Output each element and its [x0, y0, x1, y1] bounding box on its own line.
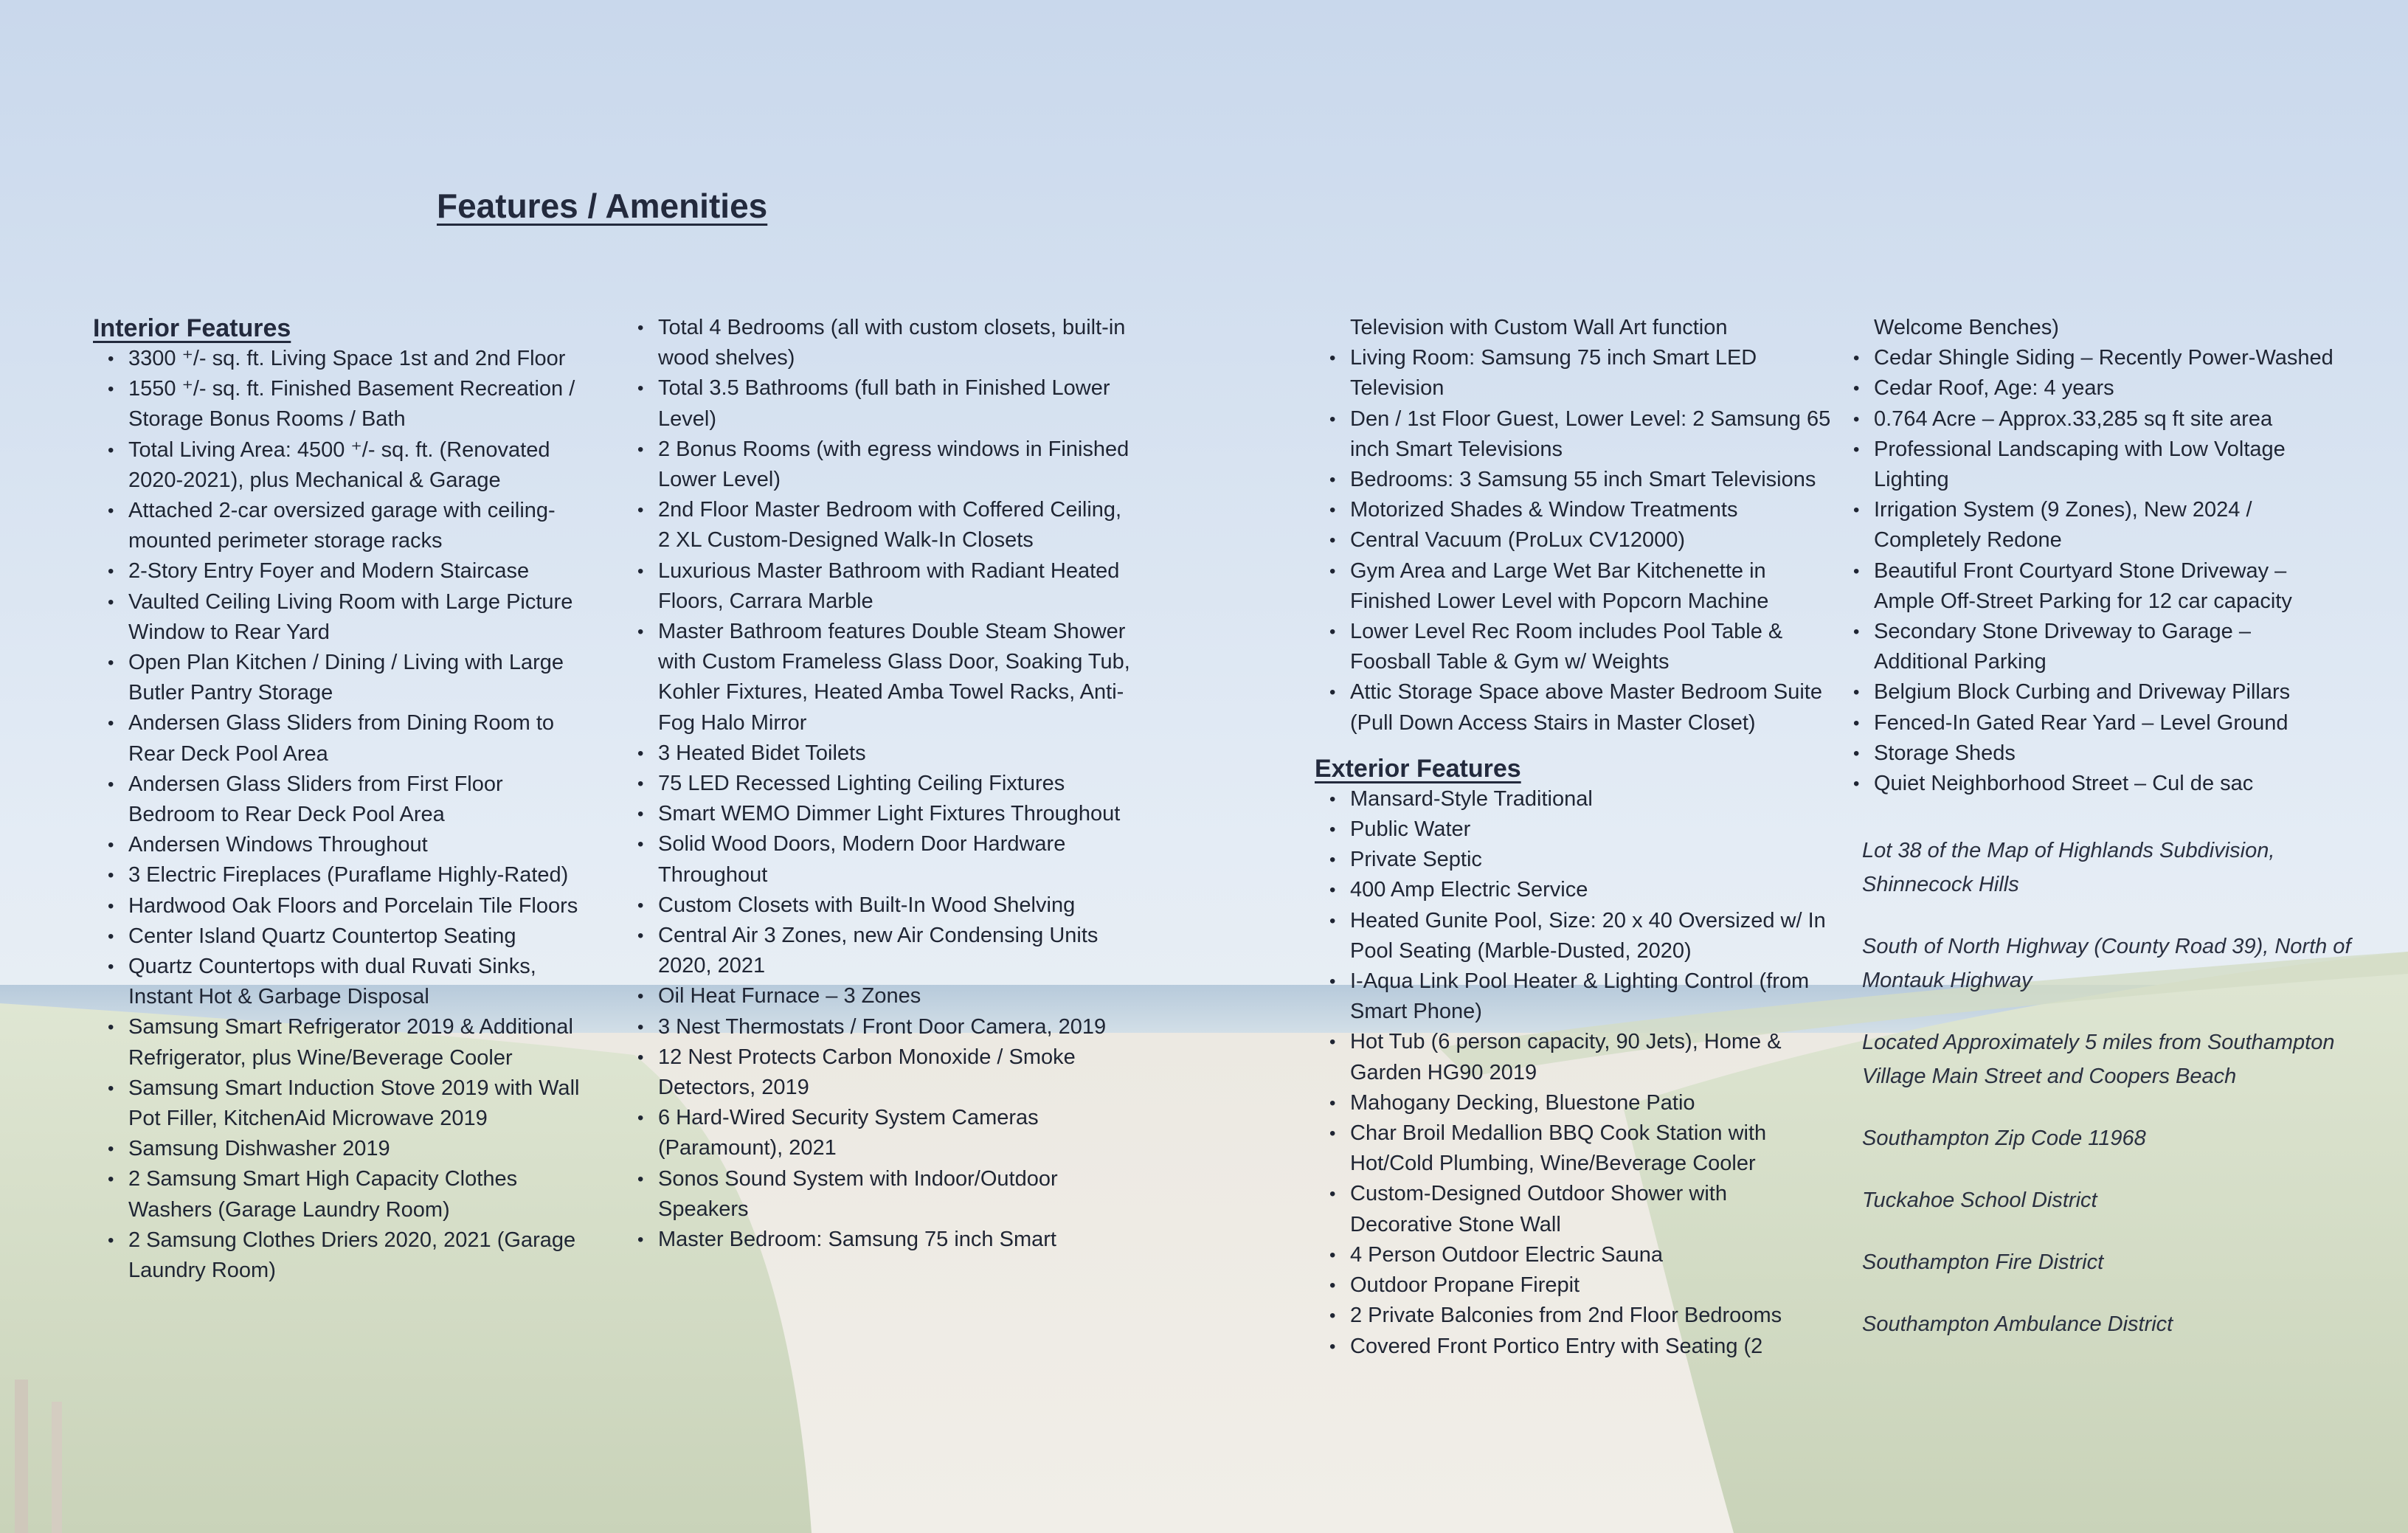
list-item: • Master Bathroom features Double Steam Shower with Custom Frameless Glass Door, Soaking Tub, Kohler Fixtures, Heated Amba Towel Racks, Anti-Fog Halo Mirror — [623, 617, 1139, 738]
list-item: • 6 Hard-Wired Security System Cameras (Paramount), 2021 — [623, 1103, 1139, 1163]
list-item: • Professional Landscaping with Low Voltage Lighting — [1838, 435, 2348, 495]
list-item: • 3 Nest Thermostats / Front Door Camera, 2019 — [623, 1012, 1139, 1042]
list-item: • Center Island Quartz Countertop Seating — [93, 921, 595, 952]
exterior-features-list-continued — [1838, 343, 2348, 799]
list-item-continuation: Television with Custom Wall Art function — [1350, 316, 1728, 339]
interior-features-list — [93, 344, 595, 1286]
list-item: • 0.764 Acre – Approx.33,285 sq ft site area — [1838, 404, 2348, 435]
exterior-features-column-4 — [1838, 313, 2348, 799]
list-item: • Mansard-Style Traditional — [1315, 784, 1831, 814]
list-item: • Solid Wood Doors, Modern Door Hardware Throughout — [623, 829, 1139, 890]
list-item: • Luxurious Master Bathroom with Radiant Heated Floors, Carrara Marble — [623, 556, 1139, 617]
list-item: • Custom Closets with Built-In Wood Shelving — [623, 890, 1139, 921]
list-item: • I-Aqua Link Pool Heater & Lighting Control (from Smart Phone) — [1315, 966, 1831, 1027]
list-item: • Vaulted Ceiling Living Room with Large Picture Window to Rear Yard — [93, 587, 595, 648]
list-item: • Hot Tub (6 person capacity, 90 Jets), Home & Garden HG90 2019 — [1315, 1027, 1831, 1087]
location-note: Southampton Zip Code 11968 — [1862, 1127, 2146, 1150]
list-item: • Bedrooms: 3 Samsung 55 inch Smart Televisions — [1315, 465, 1831, 495]
list-item: • Samsung Smart Induction Stove 2019 with Wall Pot Filler, KitchenAid Microwave 2019 — [93, 1073, 595, 1134]
list-item: • Living Room: Samsung 75 inch Smart LED Television — [1315, 343, 1831, 404]
list-item: • 3 Heated Bidet Toilets — [623, 738, 1139, 769]
location-note: Located Approximately 5 miles from Southampton Village Main Street and Coopers Beach — [1862, 1031, 2335, 1088]
list-item: • Beautiful Front Courtyard Stone Driveway – Ample Off-Street Parking for 12 car capacity — [1838, 556, 2348, 617]
list-item: • Covered Front Portico Entry with Seating (2 — [1315, 1332, 1831, 1362]
list-item: • Mahogany Decking, Bluestone Patio — [1315, 1088, 1831, 1118]
list-item: • Smart WEMO Dimmer Light Fixtures Throughout — [623, 799, 1139, 829]
list-item: • Andersen Windows Throughout — [93, 830, 595, 860]
interior-features-column-1 — [93, 313, 595, 1286]
list-item: • Central Air 3 Zones, new Air Condensing Units 2020, 2021 — [623, 921, 1139, 981]
page-title: Features / Amenities — [437, 187, 768, 225]
list-item: • 4 Person Outdoor Electric Sauna — [1315, 1240, 1831, 1270]
list-item: • Total Living Area: 4500 ⁺/- sq. ft. (Renovated 2020-2021), plus Mechanical & Garage — [93, 435, 595, 496]
list-item: • 2 Bonus Rooms (with egress windows in Finished Lower Level) — [623, 435, 1139, 495]
location-note: Southampton Ambulance District — [1862, 1312, 2173, 1336]
list-item: • Heated Gunite Pool, Size: 20 x 40 Oversized w/ In Pool Seating (Marble-Dusted, 2020) — [1315, 906, 1831, 966]
list-item: • Oil Heat Furnace – 3 Zones — [623, 981, 1139, 1011]
location-note: South of North Highway (County Road 39), North of Montauk Highway — [1862, 935, 2351, 992]
list-item: • 75 LED Recessed Lighting Ceiling Fixtures — [623, 769, 1139, 799]
interior-features-list-continued — [623, 313, 1139, 1255]
list-item: • Hardwood Oak Floors and Porcelain Tile Floors — [93, 891, 595, 921]
list-item: • 3 Electric Fireplaces (Puraflame Highly-Rated) — [93, 860, 595, 890]
list-item: • 400 Amp Electric Service — [1315, 875, 1831, 905]
list-item: • 2nd Floor Master Bedroom with Coffered Ceiling, 2 XL Custom-Designed Walk-In Closets — [623, 495, 1139, 556]
list-item: • Den / 1st Floor Guest, Lower Level: 2 Samsung 65 inch Smart Televisions — [1315, 404, 1831, 465]
list-item: • Samsung Smart Refrigerator 2019 & Additional Refrigerator, plus Wine/Beverage Cooler — [93, 1012, 595, 1073]
list-item: • Char Broil Medallion BBQ Cook Station with Hot/Cold Plumbing, Wine/Beverage Cooler — [1315, 1118, 1831, 1179]
list-item: • Fenced-In Gated Rear Yard – Level Ground — [1838, 708, 2348, 738]
list-item: • Motorized Shades & Window Treatments — [1315, 495, 1831, 525]
list-item: • Outdoor Propane Firepit — [1315, 1270, 1831, 1301]
list-item: • Andersen Glass Sliders from Dining Room to Rear Deck Pool Area — [93, 708, 595, 769]
interior-features-list-continued-2 — [1315, 343, 1831, 738]
list-item: • Custom-Designed Outdoor Shower with Decorative Stone Wall — [1315, 1179, 1831, 1239]
list-item: • Quiet Neighborhood Street – Cul de sac — [1838, 769, 2348, 799]
list-item: • 2 Samsung Clothes Driers 2020, 2021 (Garage Laundry Room) — [93, 1225, 595, 1286]
list-item: • 2 Samsung Smart High Capacity Clothes Washers (Garage Laundry Room) — [93, 1164, 595, 1225]
list-item: • Total 3.5 Bathrooms (full bath in Finished Lower Level) — [623, 373, 1139, 434]
list-item: • Open Plan Kitchen / Dining / Living with Large Butler Pantry Storage — [93, 648, 595, 708]
interior-features-heading: Interior Features — [93, 314, 291, 342]
list-item: • Gym Area and Large Wet Bar Kitchenette in Finished Lower Level with Popcorn Machine — [1315, 556, 1831, 617]
list-item: • Attached 2-car oversized garage with ceiling-mounted perimeter storage racks — [93, 496, 595, 556]
list-item: • Central Vacuum (ProLux CV12000) — [1315, 525, 1831, 556]
exterior-features-list — [1315, 784, 1831, 1362]
list-item-continuation: Welcome Benches) — [1874, 316, 2059, 339]
interior-features-column-2 — [623, 313, 1139, 1255]
list-item: • Sonos Sound System with Indoor/Outdoor Speakers — [623, 1164, 1139, 1225]
list-item: • Irrigation System (9 Zones), New 2024 / Completely Redone — [1838, 495, 2348, 556]
list-item: • Attic Storage Space above Master Bedroom Suite (Pull Down Access Stairs in Master Closet) — [1315, 677, 1831, 738]
list-item: • Cedar Shingle Siding – Recently Power-Washed — [1838, 343, 2348, 373]
list-item: • Secondary Stone Driveway to Garage – Additional Parking — [1838, 617, 2348, 677]
location-note: Tuckahoe School District — [1862, 1188, 2097, 1212]
list-item: • Total 4 Bedrooms (all with custom closets, built-in wood shelves) — [623, 313, 1139, 373]
list-item: • 2-Story Entry Foyer and Modern Staircase — [93, 556, 595, 586]
list-item: • Master Bedroom: Samsung 75 inch Smart — [623, 1225, 1139, 1255]
list-item: • 1550 ⁺/- sq. ft. Finished Basement Recreation / Storage Bonus Rooms / Bath — [93, 374, 595, 435]
list-item: • Public Water — [1315, 814, 1831, 845]
location-note: Southampton Fire District — [1862, 1250, 2104, 1274]
property-location-notes — [1862, 834, 2378, 1369]
list-item: • 3300 ⁺/- sq. ft. Living Space 1st and 2nd Floor — [93, 344, 595, 374]
list-item: • Quartz Countertops with dual Ruvati Sinks, Instant Hot & Garbage Disposal — [93, 952, 595, 1012]
list-item: • Cedar Roof, Age: 4 years — [1838, 373, 2348, 404]
list-item: • Belgium Block Curbing and Driveway Pillars — [1838, 677, 2348, 707]
list-item: • Private Septic — [1315, 845, 1831, 875]
list-item: • Andersen Glass Sliders from First Floor Bedroom to Rear Deck Pool Area — [93, 769, 595, 830]
exterior-features-heading: Exterior Features — [1315, 754, 1521, 783]
interior-exterior-column-3 — [1315, 313, 1831, 1362]
list-item: • Lower Level Rec Room includes Pool Table & Foosball Table & Gym w/ Weights — [1315, 617, 1831, 677]
list-item: • Storage Sheds — [1838, 738, 2348, 769]
location-note: Lot 38 of the Map of Highlands Subdivision, Shinnecock Hills — [1862, 839, 2275, 896]
list-item: • 2 Private Balconies from 2nd Floor Bedrooms — [1315, 1301, 1831, 1331]
list-item: • Samsung Dishwasher 2019 — [93, 1134, 595, 1164]
list-item: • 12 Nest Protects Carbon Monoxide / Smoke Detectors, 2019 — [623, 1042, 1139, 1103]
